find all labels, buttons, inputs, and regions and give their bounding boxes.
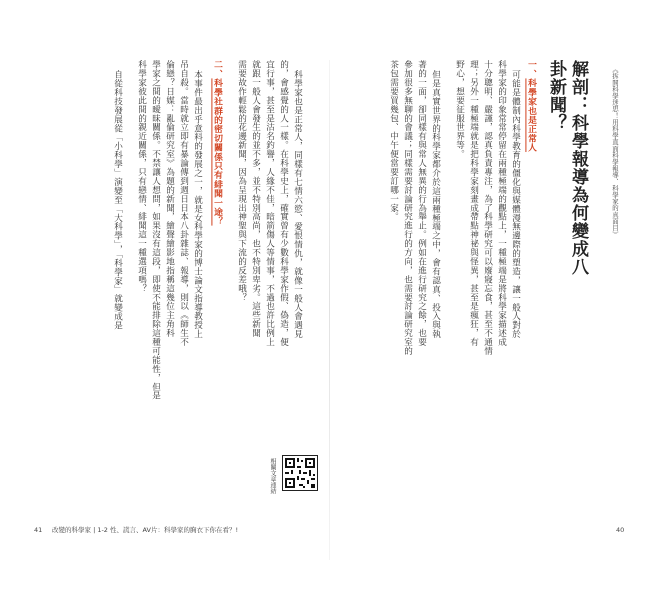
right-text-col-2: 科學家的印象常常停留在兩種極端的觀點上，一種極端是將科學家描述成 (496, 60, 507, 347)
right-text-col-4: 理；另外一種極端就是把科學家刻畫成帶點神祕與怪異，甚至是瘋狂，有 (468, 60, 479, 347)
left-text-col-11: 自從科技發展從「小科學」演變至「大科學」，「科學家」就變成是 (112, 70, 123, 330)
right-text-col-3: 十分聰明、嚴謹，認真負責專注，為了科學研究可以廢寢忘食，甚至不通情 (482, 60, 493, 356)
right-page-number: 40 (616, 526, 625, 534)
left-text-col-5: 需要故作輕鬆的花邊新聞，因為呈現出神聖與下流的反差哦？ (236, 60, 247, 302)
left-text-col-7: 吊自殺。當時就立即有暴論傳到週日日本八卦雜誌、報導，則以《師生不 (178, 60, 189, 347)
left-text-col-2: 的，會感覺的人一樣。在科學史上，確實曾有少數科學家作假、偽造，便 (278, 60, 289, 347)
right-text-col-7: 著的一面，卻同樣有與常人無異的行為舉止。例如在進行研究之餘，也要 (416, 60, 427, 347)
right-text-col-8: 參加很多無聊的會議；同樣需要討論研究進行的方向，也需要討論研究室的 (402, 60, 413, 356)
left-text-col-6: 本事件最出乎意料的發展之一，就是女科學家的博士論文指導教授上 (192, 70, 203, 339)
left-text-col-1: 科學家也是正常人，同樣有七情六慾、愛恨情仇，就像一般人會遇見 (292, 70, 303, 339)
section-heading-1-number: 一、 (526, 60, 536, 79)
left-text-col-8: 倫戀？日媒：亂倫研究室》為題的新聞，繪聲繪影地指稱這幾位主角科 (164, 60, 175, 338)
section-heading-1 (525, 60, 538, 152)
qr-code-label: 相關文章連結 (269, 458, 276, 494)
right-text-col-9: 茶包需要買幾包、中午便當要訂哪一家。 (388, 60, 399, 222)
book-spread (28, 60, 631, 560)
left-text-col-9: 學家之間的曖昧關係。不禁讓人想問，如果沒有這段，即使不能排除這種可能性，但是 (150, 60, 161, 401)
right-text-col-6: 但是真實世界的科學家都介於這兩種極端之中，會有認真、投入與執 (430, 70, 441, 339)
qr-code-icon (283, 456, 317, 490)
chapter-title-line1: 解剖：科學報導為何變成八 (568, 60, 588, 276)
running-head: 《拆開科學迷思！用科學直面科學報導、科學家的真面目》 (611, 66, 619, 238)
right-text-col-1: 可能是體制內科學教育的僵化與媒體漫無邊際的塑造，讓一般人對於 (510, 70, 521, 339)
left-text-col-10: 科學家彼此間的親近關係，只有戀情、緋聞這一種選項嗎？ (136, 60, 147, 293)
left-text-col-3: 宜行事，甚至是沽名釣譽，人緣不佳，暗箭傷人等情事，不過也許比例上 (264, 60, 275, 347)
left-text-col-4: 就跟一般人會發生的並不多，並不特別高尚，也不特別卑劣。這些新聞 (250, 60, 261, 338)
left-page-footer: 改變的科學家 | 1-2 性、謊言、AV片：科學家的胸衣下你在看？! (52, 526, 239, 534)
section-heading-2-number: 二、 (212, 60, 222, 79)
right-text-col-5: 野心，想要征服世界等。 (454, 60, 465, 159)
qr-code[interactable] (282, 455, 318, 491)
book-spine (329, 60, 330, 560)
section-heading-2 (211, 60, 224, 226)
section-heading-1-text: 科學家也是正常人 (526, 78, 536, 153)
chapter-title-line2: 卦新聞？ (546, 60, 566, 132)
left-page-number: 41 (34, 526, 43, 534)
section-heading-2-text: 科學社群的密切關係只有緋聞一途？ (212, 78, 222, 226)
